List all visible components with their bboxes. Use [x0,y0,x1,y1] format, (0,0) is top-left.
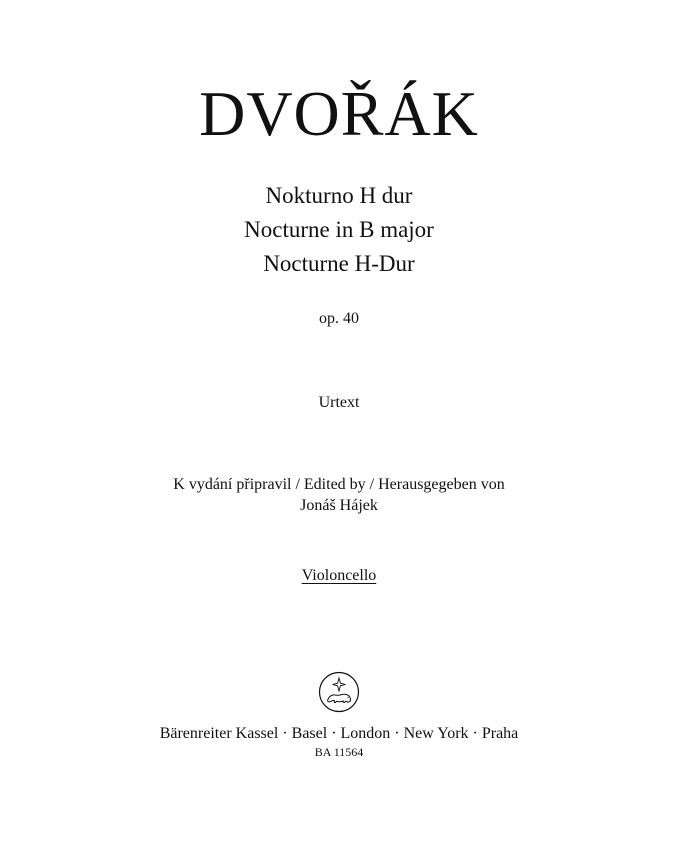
editor-name: Jonáš Hájek [300,497,378,514]
title-english: Nocturne in B major [244,217,434,242]
instrument-label: Violoncello [301,567,377,584]
composer-name: DVOŘÁK [199,78,479,149]
title-czech: Nokturno H dur [265,183,413,208]
instrument-part [0,566,678,586]
edition-type: Urtext [318,394,360,411]
publisher-line: Bärenreiter Kassel · Basel · London · New York · Praha [159,725,519,742]
title-german: Nocturne H-Dur [263,251,415,276]
catalog-number: BA 11564 [314,745,364,759]
edited-by-label: K vydání připravil / Edited by / Herausgegeben von [173,476,505,493]
publisher-logo-icon [318,671,360,713]
opus-number: op. 40 [319,310,359,327]
